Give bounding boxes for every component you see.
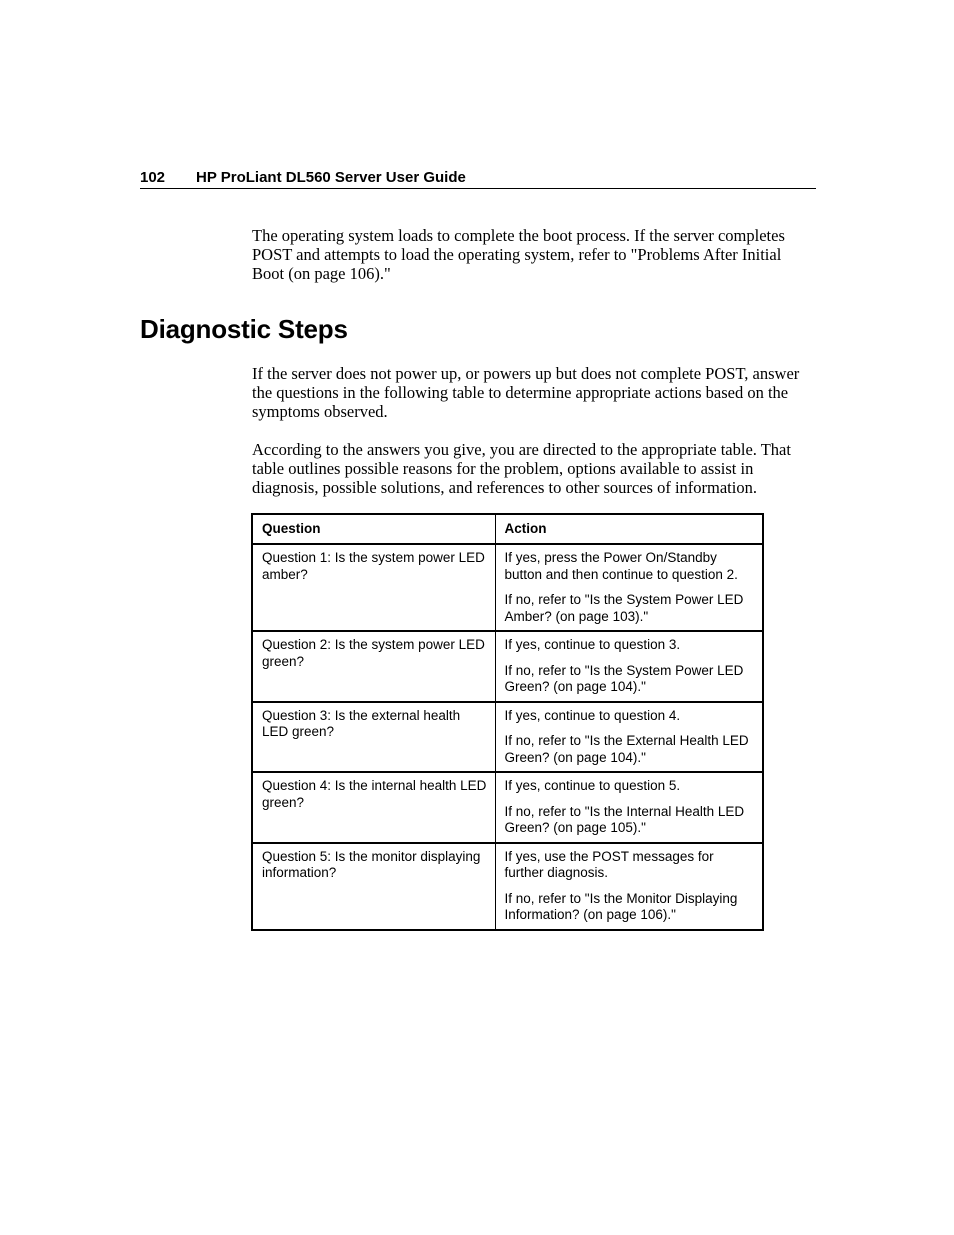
section-paragraph: According to the answers you give, you are directed to the appropriate table. That table outlines possible reasons for the problem, options available to assist in diagnosis, possible solutions, and references to other sources of information. <box>252 440 791 497</box>
question-cell <box>252 544 495 631</box>
question-cell <box>252 772 495 843</box>
question-text: Question 2: Is the system power LED green? <box>262 637 485 669</box>
question-text: Question 3: Is the external health LED green? <box>262 707 461 739</box>
document-title: HP ProLiant DL560 Server User Guide <box>196 169 466 186</box>
table-row <box>252 544 763 631</box>
question-text: Question 5: Is the monitor displaying information? <box>262 848 481 880</box>
action-cell <box>495 702 763 773</box>
action-yes-text: If yes, press the Power On/Standby button and then continue to question 2. <box>504 550 738 582</box>
action-yes-text: If yes, use the POST messages for further diagnosis. <box>504 848 714 880</box>
action-no-text: If no, refer to "Is the External Health LED Green? (on page 104)." <box>504 733 749 765</box>
running-header <box>140 168 816 189</box>
question-text: Question 1: Is the system power LED amber? <box>262 550 485 582</box>
action-cell <box>495 631 763 702</box>
action-cell <box>495 843 763 930</box>
action-no-text: If no, refer to "Is the Monitor Displaying Information? (on page 106)." <box>504 890 738 922</box>
table-row <box>252 772 763 843</box>
section-paragraph: If the server does not power up, or powers up but does not complete POST, answer the questions in the following table to determine appropriate actions based on the symptoms observed. <box>252 364 800 421</box>
column-header-action: Action <box>495 514 763 544</box>
table-row <box>252 631 763 702</box>
table-header-row <box>252 514 763 544</box>
action-cell <box>495 772 763 843</box>
action-no-text: If no, refer to "Is the System Power LED Amber? (on page 103)." <box>504 592 744 624</box>
section-heading: Diagnostic Steps <box>140 314 348 344</box>
table-row <box>252 843 763 930</box>
action-yes-text: If yes, continue to question 3. <box>504 637 681 652</box>
boot-paragraph: The operating system loads to complete the boot process. If the server completes POST and attempts to load the operating system, refer to "Problems After Initial Boot (on page 106)." <box>252 226 785 283</box>
table-row <box>252 702 763 773</box>
action-cell <box>495 544 763 631</box>
question-cell <box>252 843 495 930</box>
question-cell <box>252 631 495 702</box>
action-yes-text: If yes, continue to question 5. <box>504 778 681 793</box>
question-text: Question 4: Is the internal health LED green? <box>262 778 487 810</box>
action-no-text: If no, refer to "Is the Internal Health LED Green? (on page 105)." <box>504 803 745 835</box>
question-cell <box>252 702 495 773</box>
action-no-text: If no, refer to "Is the System Power LED Green? (on page 104)." <box>504 662 744 694</box>
page-number: 102 <box>140 169 166 186</box>
column-header-question: Question <box>252 514 495 544</box>
action-yes-text: If yes, continue to question 4. <box>504 707 681 723</box>
diagnostic-steps-table <box>251 513 764 931</box>
